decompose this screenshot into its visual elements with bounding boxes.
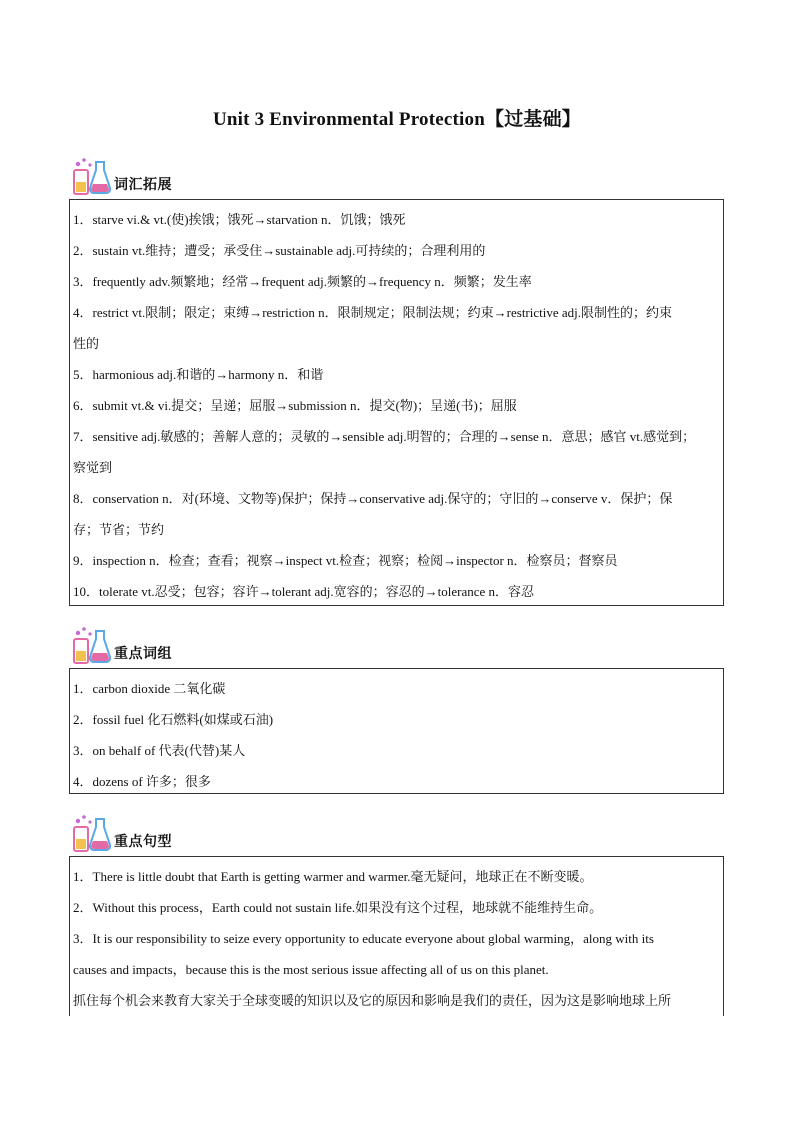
- list-item-continuation: 性的: [73, 336, 100, 351]
- list-item: [73, 576, 719, 607]
- science-flask-icon: [70, 625, 112, 667]
- list-item-text: 2．sustain vt.维持；遭受；承受住→sustainable adj.可持续的；合理利用的: [73, 243, 486, 258]
- list-item: 3．It is our responsibility to seize every opportunity to educate everyone about global warming，along with its: [73, 931, 654, 946]
- list-item: 2．Without this process，Earth could not sustain life.如果没有这个过程，地球就不能维持生命。: [73, 900, 603, 915]
- list-item-text: 10．tolerate vt.忍受；包容；容许→tolerant adj.宽容的；容忍的→tolerance n．容忍: [73, 584, 535, 599]
- list-item: [73, 235, 719, 266]
- list-item: [73, 266, 719, 297]
- list-item-text: 6．submit vt.& vi.提交；呈递；屈服→submission n．提交(物)；呈递(书)；屈服: [73, 398, 517, 413]
- list-item: 1．carbon dioxide 二氧化碳: [73, 681, 226, 696]
- list-item-text: 8．conservation n．对(环境、文物等)保护；保持→conservative adj.保守的；守旧的→conserve v．保护；保: [73, 491, 673, 506]
- list-item: [73, 204, 719, 235]
- list-item: [73, 390, 719, 421]
- list-item-continuation: 察觉到: [73, 460, 113, 475]
- list-item: 1．There is little doubt that Earth is getting warmer and warmer.毫无疑问，地球正在不断变暖。: [73, 869, 593, 884]
- list-item: 4．dozens of 许多；很多: [73, 774, 211, 789]
- vocab-box: [69, 199, 724, 606]
- list-item-continuation: causes and impacts，because this is the most serious issue affecting all of us on this planet.: [73, 962, 549, 977]
- list-item-text: 4．restrict vt.限制；限定；束缚→restriction n．限制规定；限制法规；约束→restrictive adj.限制性的；约束: [73, 305, 673, 320]
- section-header-sentences: [70, 813, 270, 855]
- section-title: 重点句型: [114, 834, 172, 850]
- list-item: [73, 297, 719, 359]
- section-header-vocab: [70, 156, 270, 198]
- list-item-text: 5．harmonious adj.和谐的→harmony n．和谐: [73, 367, 324, 382]
- list-item: [73, 359, 719, 390]
- list-item: [73, 421, 719, 483]
- list-item-text: 7．sensitive adj.敏感的；善解人意的；灵敏的→sensible adj.明智的；合理的→sense n．意思；感官 vt.感觉到；: [73, 429, 696, 444]
- section-title: 词汇拓展: [114, 177, 172, 193]
- science-flask-icon: [70, 813, 112, 855]
- page-title: Unit 3 Environmental Protection【过基础】: [212, 109, 581, 130]
- list-item: [73, 483, 719, 545]
- list-item: 3．on behalf of 代表(代替)某人: [73, 743, 246, 758]
- list-item-continuation: 存；节省；节约: [73, 522, 165, 537]
- section-title: 重点词组: [114, 646, 172, 662]
- list-item-translation: 抓住每个机会来教育大家关于全球变暖的知识以及它的原因和影响是我们的责任，因为这是影响地球上所: [73, 993, 672, 1008]
- section-header-phrases: [70, 625, 270, 667]
- list-item-text: 9．inspection n．检查；查看；视察→inspect vt.检查；视察；检阅→inspector n．检察员；督察员: [73, 553, 618, 568]
- phrases-box: [69, 668, 724, 794]
- list-item: 2．fossil fuel 化石燃料(如煤或石油): [73, 712, 274, 727]
- list-item-text: 3．frequently adv.频繁地；经常→frequent adj.频繁的→frequency n．频繁；发生率: [73, 274, 532, 289]
- list-item: [73, 545, 719, 576]
- science-flask-icon: [70, 156, 112, 198]
- list-item-text: 1．starve vi.& vt.(使)挨饿；饿死→starvation n．饥饿；饿死: [73, 212, 406, 227]
- sentences-box: [69, 856, 724, 1016]
